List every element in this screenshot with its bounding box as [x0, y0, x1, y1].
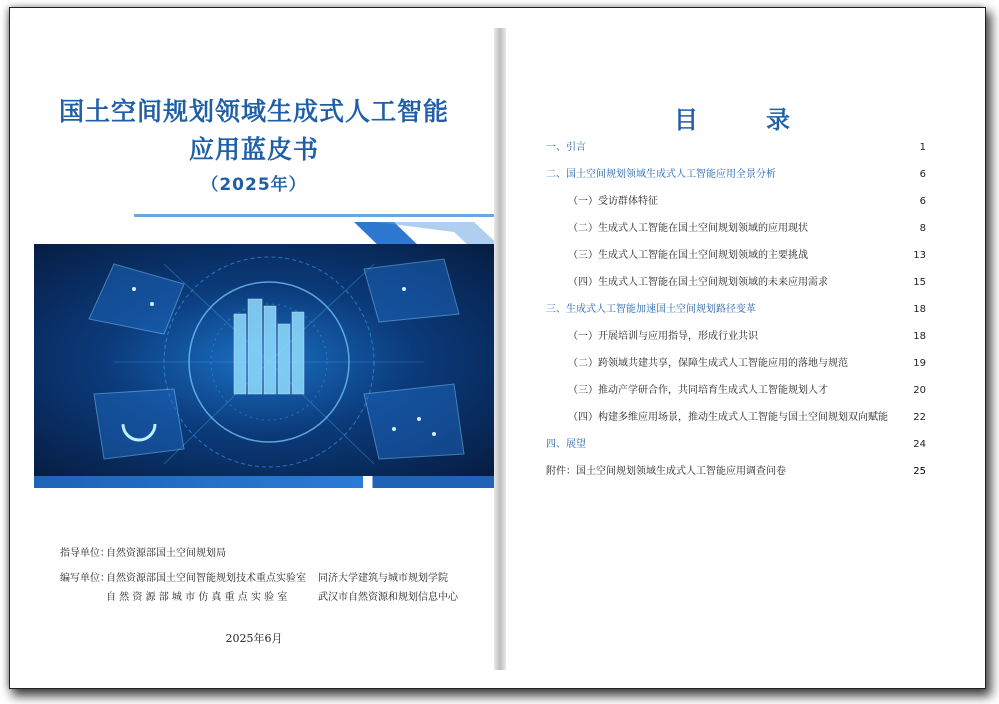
toc-heading: 目 录	[674, 106, 812, 134]
editor-org-2: 同济大学建筑与城市规划学院	[318, 573, 448, 584]
toc-entry-page: 24	[913, 439, 926, 450]
toc-entry[interactable]	[546, 302, 926, 318]
toc-entry-label: 二、国土空间规划领域生成式人工智能应用全景分析	[546, 169, 776, 180]
toc-entry-page: 13	[913, 250, 926, 261]
toc-entry[interactable]	[546, 221, 926, 237]
editor-org-4: 武汉市自然资源和规划信息中心	[318, 592, 458, 603]
toc-entry-label: （二）跨领域共建共享，保障生成式人工智能应用的落地与规范	[568, 358, 848, 369]
toc-entry[interactable]	[546, 194, 926, 210]
decorative-stripe	[134, 214, 499, 217]
toc-entry-page: 6	[919, 169, 926, 180]
toc-entry-page: 19	[913, 358, 926, 369]
toc-entry[interactable]	[546, 437, 926, 453]
toc-entry-label: 三、生成式人工智能加速国土空间规划路径变革	[546, 304, 756, 315]
toc-entry-label: （一）开展培训与应用指导，形成行业共识	[568, 331, 758, 342]
toc-entry-label: （四）构建多维应用场景，推动生成式人工智能与国土空间规划双向赋能	[568, 412, 888, 423]
cover-banner-image	[34, 244, 504, 476]
toc-entry-page: 20	[913, 385, 926, 396]
editor-org-3: 自 然 资 源 部 城 市 仿 真 重 点 实 验 室	[106, 592, 288, 603]
decorative-bar	[34, 476, 504, 488]
toc-entry-label: 四、展望	[546, 439, 586, 450]
book-spine	[494, 28, 506, 670]
toc-entry-page: 6	[919, 196, 926, 207]
toc-entry[interactable]	[546, 383, 926, 399]
toc-entry-page: 22	[913, 412, 926, 423]
toc-entry[interactable]	[546, 167, 926, 183]
guide-org: 自然资源部国土空间规划局	[106, 548, 226, 559]
toc-page	[506, 12, 980, 684]
toc-entry-label: 附件：国土空间规划领域生成式人工智能应用调查问卷	[546, 466, 786, 477]
cover-year: （2025年）	[201, 175, 307, 195]
toc-entry-page: 25	[913, 466, 926, 477]
cover-title-line1: 国土空间规划领域生成式人工智能	[58, 97, 449, 126]
editor-org-1: 自然资源部国土空间智能规划技术重点实验室	[106, 573, 306, 584]
publish-date: 2025年6月	[225, 632, 283, 645]
toc-entry[interactable]	[546, 275, 926, 291]
guide-label: 指导单位：	[60, 548, 110, 559]
toc-entry-page: 15	[913, 277, 926, 288]
cover-page	[14, 12, 494, 684]
toc-entry[interactable]	[546, 410, 926, 426]
toc-entry-label: （一）受访群体特征	[568, 196, 658, 207]
toc-entry[interactable]	[546, 329, 926, 345]
toc-entry-label: （三）生成式人工智能在国土空间规划领域的主要挑战	[568, 250, 808, 261]
toc-entry[interactable]	[546, 356, 926, 372]
toc-entry[interactable]	[546, 248, 926, 264]
cover-title-line2: 应用蓝皮书	[188, 135, 319, 164]
editor-label: 编写单位：	[60, 573, 110, 584]
toc-entry[interactable]	[546, 464, 926, 480]
toc-entry-label: （四）生成式人工智能在国土空间规划领域的未来应用需求	[568, 277, 828, 288]
toc-entry[interactable]	[546, 140, 926, 156]
tech-city-illustration	[34, 244, 504, 476]
toc-entry-page: 18	[913, 331, 926, 342]
toc-entry-page: 1	[919, 142, 926, 153]
toc-entry-label: （三）推动产学研合作，共同培育生成式人工智能规划人才	[568, 385, 828, 396]
toc-entry-page: 18	[913, 304, 926, 315]
toc-entry-label: （二）生成式人工智能在国土空间规划领域的应用现状	[568, 223, 808, 234]
toc-entry-label: 一、引言	[546, 142, 586, 153]
toc-entry-page: 8	[919, 223, 926, 234]
